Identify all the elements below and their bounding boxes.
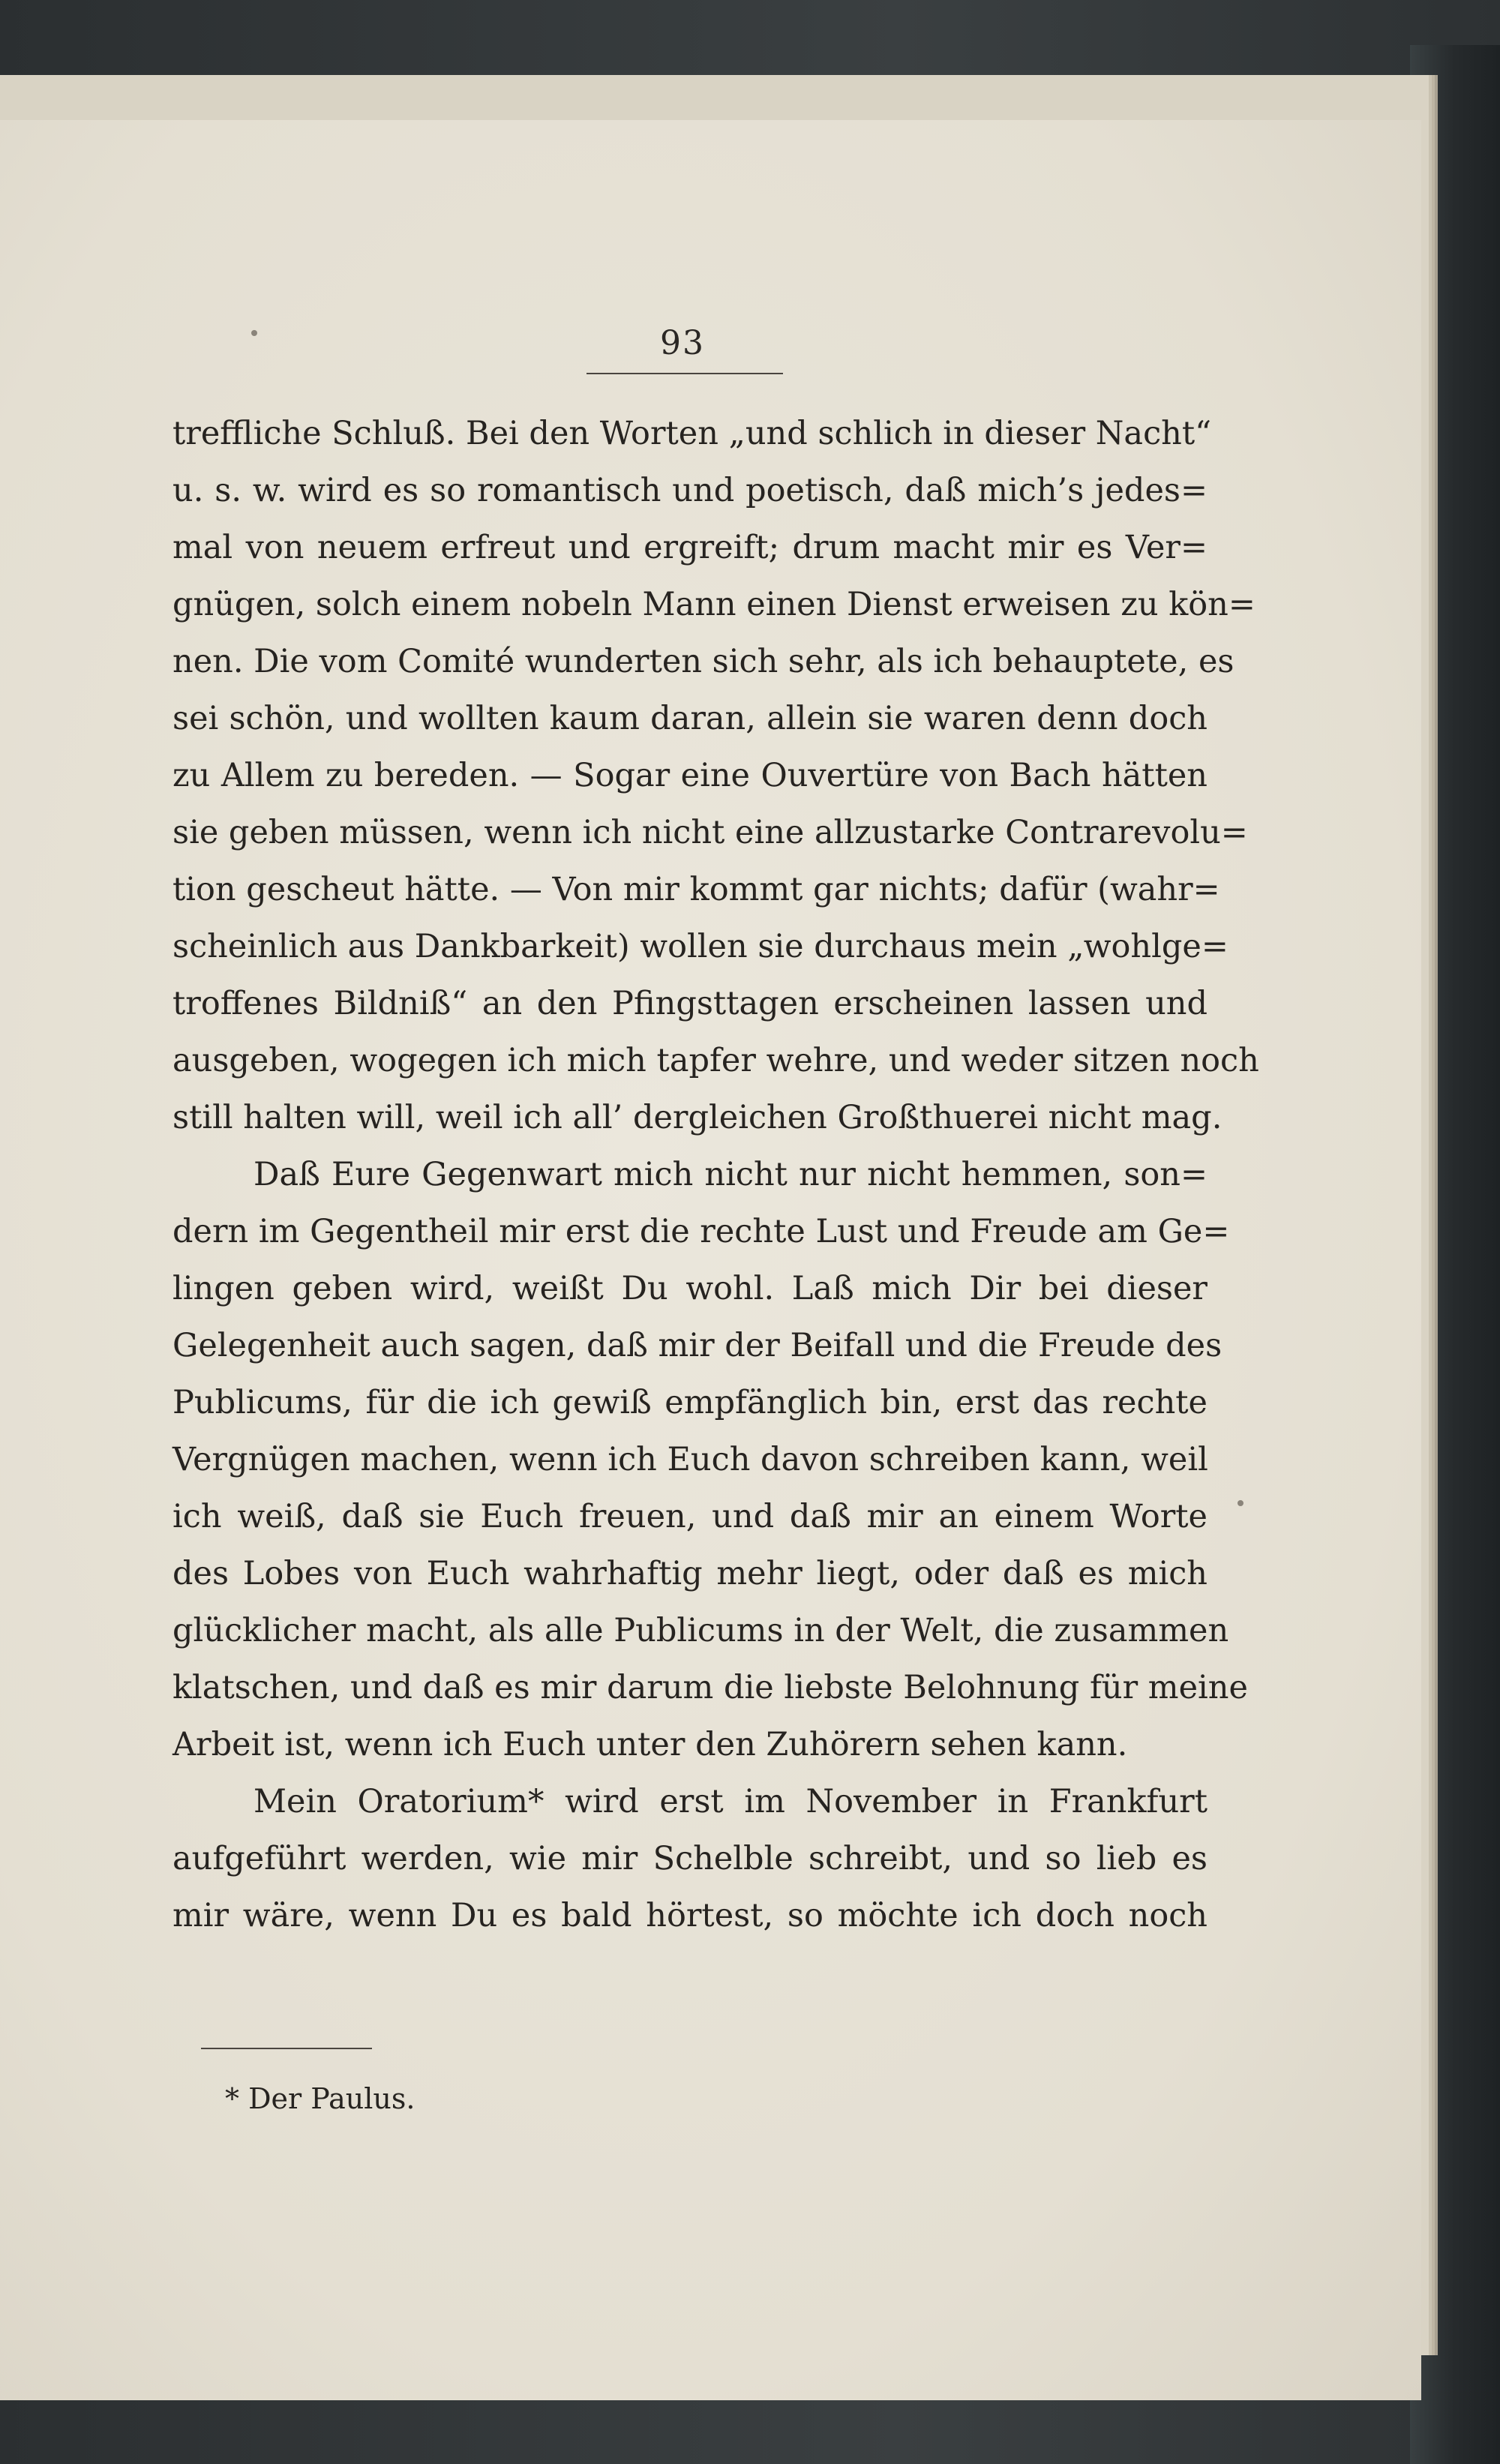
footnote-rule	[201, 2048, 372, 2049]
text-line: aufgeführt werden, wie mir Schelble schreibt, und so lieb es	[172, 1840, 1208, 1877]
text-line: zu Allem zu bereden. — Sogar eine Ouvertüre von Bach hätten	[172, 757, 1208, 794]
text-line: sie geben müssen, wenn ich nicht eine allzustarke Contrarevolu=	[172, 814, 1248, 851]
text-line: troffenes Bildniß“ an den Pfingsttagen erscheinen lassen und	[172, 985, 1208, 1022]
page-number: 93	[660, 324, 705, 362]
text-line: dern im Gegentheil mir erst die rechte Lust und Freude am Ge=	[172, 1213, 1230, 1250]
text-line: sei schön, und wollten kaum daran, allein sie waren denn doch	[172, 700, 1208, 737]
text-line: lingen geben wird, weißt Du wohl. Laß mich Dir bei dieser	[172, 1270, 1208, 1307]
text-line: u. s. w. wird es so romantisch und poetisch, daß mich’s jedes=	[172, 472, 1208, 509]
text-line: ausgeben, wogegen ich mich tapfer wehre, und weder sitzen noch	[172, 1042, 1259, 1079]
text-line: Mein Oratorium* wird erst im November in Frankfurt	[254, 1783, 1208, 1820]
text-line: Arbeit ist, wenn ich Euch unter den Zuhörern sehen kann.	[172, 1726, 1128, 1763]
body-text	[172, 405, 1259, 1944]
text-line: Vergnügen machen, wenn ich Euch davon schreiben kann, weil	[172, 1441, 1208, 1478]
text-line: mir wäre, wenn Du es bald hörtest, so möchte ich doch noch	[172, 1897, 1208, 1934]
paper-speck	[1238, 1500, 1244, 1506]
text-line: gnügen, solch einem nobeln Mann einen Dienst erweisen zu kön=	[172, 586, 1256, 623]
paper-speck	[251, 330, 257, 336]
text-line: nen. Die vom Comité wunderten sich sehr, als ich behauptete, es	[172, 643, 1234, 680]
text-line: tion gescheut hätte. — Von mir kommt gar nichts; dafür (wahr=	[172, 871, 1220, 908]
text-line: ich weiß, daß sie Euch freuen, und daß mir an einem Worte	[172, 1498, 1208, 1535]
header-rule	[586, 373, 783, 374]
text-line: treffliche Schluß. Bei den Worten „und schlich in dieser Nacht“	[172, 415, 1212, 452]
text-line: des Lobes von Euch wahrhaftig mehr liegt, oder daß es mich	[172, 1555, 1208, 1592]
text-line: glücklicher macht, als alle Publicums in der Welt, die zusammen	[172, 1612, 1229, 1649]
text-line: Daß Eure Gegenwart mich nicht nur nicht hemmen, son=	[254, 1156, 1208, 1193]
text-line: still halten will, weil ich all’ dergleichen Großthuerei nicht mag.	[172, 1099, 1222, 1136]
text-line: klatschen, und daß es mir darum die liebste Belohnung für meine	[172, 1669, 1248, 1706]
text-line: scheinlich aus Dankbarkeit) wollen sie durchaus mein „wohlge=	[172, 928, 1228, 965]
text-line: mal von neuem erfreut und ergreift; drum macht mir es Ver=	[172, 529, 1208, 566]
footnote: * Der Paulus.	[225, 2082, 416, 2115]
text-line: Gelegenheit auch sagen, daß mir der Beifall und die Freude des	[172, 1327, 1222, 1364]
text-line: Publicums, für die ich gewiß empfänglich bin, erst das rechte	[172, 1384, 1208, 1421]
